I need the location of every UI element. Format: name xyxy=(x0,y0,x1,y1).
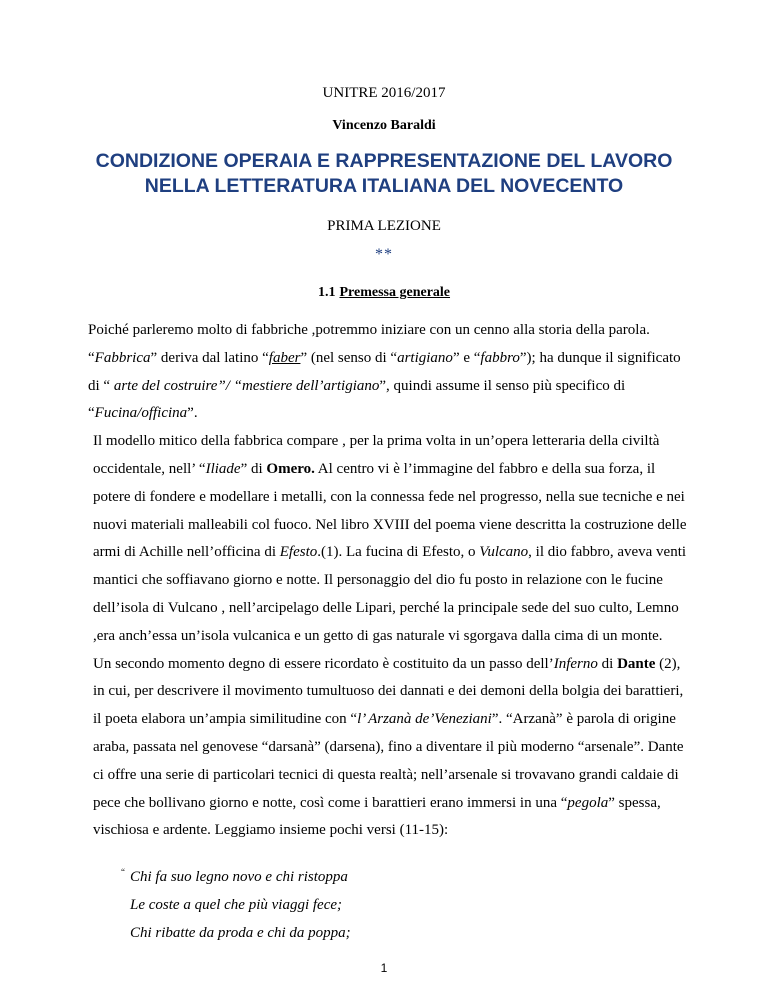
document-title xyxy=(0,149,768,199)
p3-text: ”. “Arzanà” è parola di origine araba, passata nel genovese “darsanà” (darsena), fino a diventare il più moderno “arsenale”. Dante ci offre una serie di particolari tecnici di questa realtà; nell’arsenale si trovavano grandi caldaie di pece che bollivano giorno e notte, così come i barattieri erano immersi in una “ xyxy=(93,711,684,811)
p3-text: di xyxy=(597,655,618,672)
p1-term-fabbro: fabbro xyxy=(480,349,520,366)
p3-term-arzana: l’ Arzanà de’Veneziani xyxy=(357,711,492,728)
p2-text: Il modello mitico della fabbrica compare , per la prima volta in un’opera letteraria della civiltà occidentale, nell’ “ xyxy=(93,433,660,477)
p2-text: , il dio fabbro, aveva venti mantici che soffiavano giorno e notte. Il personaggio del dio fu posto in relazione con le fucine dell’isola di Vulcano , nell’arcipelago delle Lipari, perché la principale sede del suo culto, Lemno ,era anch’essa un’isola vulcanica e un getto di gas naturale vi sgorgava dalla cima di un monte. xyxy=(93,544,687,644)
p1-term-fabbrica: Fabbrica xyxy=(94,349,151,366)
p1-term-fucina: Fucina/officina xyxy=(94,405,188,422)
section-label: Premessa generale xyxy=(339,285,451,300)
paragraph-3 xyxy=(88,651,688,846)
p3-text: (2), in cui, per descrivere il movimento tumultuoso dei dannati e dei demoni della bolgia dei barattieri, il poeta elabora un’ampia similitudine con “ xyxy=(93,655,684,728)
spacer xyxy=(88,845,688,859)
p2-term-iliade: Iliade xyxy=(205,460,241,477)
verse-line-1 xyxy=(121,859,688,892)
p3-term-inferno: Inferno xyxy=(553,655,598,672)
verse-quote xyxy=(88,859,688,947)
lesson-label: PRIMA LEZIONE xyxy=(327,218,441,234)
p3-term-pegola: pegola xyxy=(567,794,609,811)
verse-text: Chi fa suo legno novo e chi ristoppa xyxy=(130,869,348,886)
p2-term-vulcano: Vulcano xyxy=(479,544,529,561)
p3-text: Un secondo momento degno di essere ricordato è costituito da un passo dell’ xyxy=(93,655,554,672)
p2-text: Al centro vi è l’immagine del fabbro e della sua forza, il potere di fondere e modellare i metalli, con la connessa fede nel progresso, nella sue tecniche e nei nuovi materiali malleabili col fuoco. Nel libro XVIII del poema viene descritta la costruzione delle armi di Achille nell’officina di xyxy=(93,460,687,561)
p2-text: ” di xyxy=(240,460,267,477)
verse-line-2: Le coste a quel che più viaggi fece; xyxy=(130,896,343,913)
p2-term-efesto: Efesto xyxy=(279,544,318,561)
page-number: 1 xyxy=(380,961,388,975)
title-line-2: NELLA LETTERATURA ITALIANA DEL NOVECENTO xyxy=(144,175,624,197)
p3-author-dante: Dante xyxy=(617,655,656,672)
p3-text: ” spessa, vischiosa e ardente. Leggiamo insieme pochi versi (11-15): xyxy=(93,794,661,839)
quote-mark: “ xyxy=(121,867,125,878)
p1-text: Poiché parleremo molto di fabbriche ,potremmo iniziare con un cenno alla storia della parola. “ xyxy=(88,322,650,366)
title-line-1: CONDIZIONE OPERAIA E RAPPRESENTAZIONE DEL LAVORO xyxy=(95,150,673,172)
section-heading xyxy=(0,285,768,301)
p1-term-faber: faber xyxy=(268,349,301,366)
verse-line-3: Chi ribatte da proda e chi da poppa; xyxy=(130,924,351,941)
body-text xyxy=(88,317,688,948)
p2-author-omero: Omero. xyxy=(266,460,315,477)
separator: ** xyxy=(375,246,393,263)
p1-text: ” (nel senso di “ xyxy=(300,349,398,366)
p1-term-artigiano: artigiano xyxy=(397,349,453,366)
paragraph-2 xyxy=(88,428,688,650)
section-number: 1.1 xyxy=(317,285,336,300)
p1-term-arte: arte del costruire”/ “mestiere dell’artigiano xyxy=(113,377,380,394)
paragraph-1 xyxy=(88,317,688,428)
p1-text: ”. xyxy=(187,405,198,422)
p1-text: ” e “ xyxy=(452,349,481,366)
p1-text: ”); ha dunque il significato di “ xyxy=(88,349,681,394)
course-header: UNITRE 2016/2017 xyxy=(322,85,446,101)
p1-text: ”, quindi assume il senso più specifico di “ xyxy=(88,377,626,422)
p2-text: .(1). La fucina di Efesto, o xyxy=(317,544,480,561)
p1-text: ” deriva dal latino “ xyxy=(150,349,269,366)
author-name: Vincenzo Baraldi xyxy=(332,118,436,133)
